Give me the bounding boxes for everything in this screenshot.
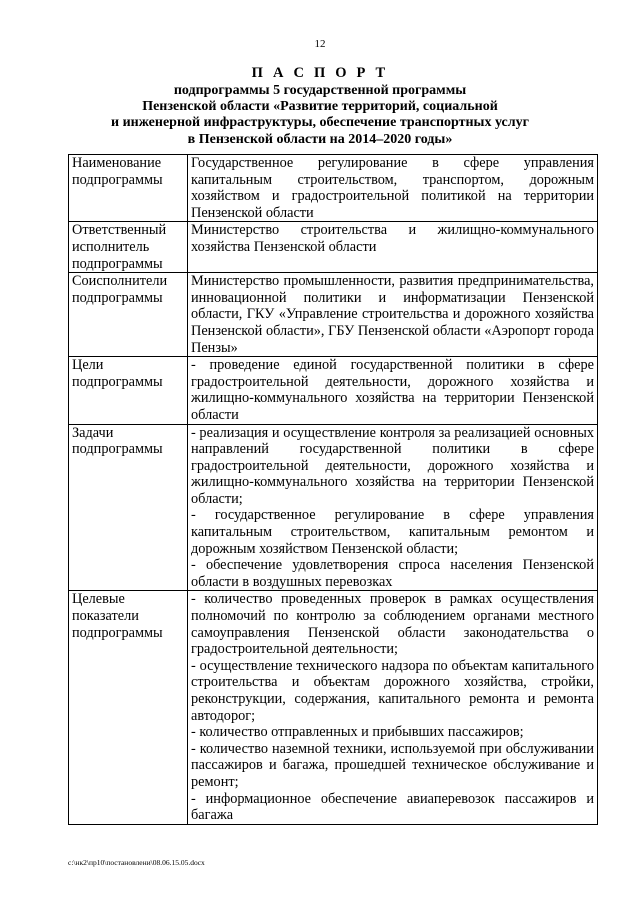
row-label: Наименование подпрограммы: [69, 155, 188, 222]
table-row: [69, 273, 598, 357]
row-label: Соисполнители подпрограммы: [69, 273, 188, 357]
row-value: [188, 591, 598, 824]
table-row: [69, 424, 598, 591]
value-paragraph: Министерство строительства и жилищно-коммунального хозяйства Пензенской области: [191, 222, 594, 255]
table-row: [69, 591, 598, 824]
row-value: [188, 357, 598, 424]
value-paragraph: - реализация и осуществление контроля за реализацией основных направлений государственной политики в сфере градостроительной деятельности, дорожного хозяйства и жилищно-коммунального хозяйства на территории Пензенской области;: [191, 424, 594, 507]
row-label: Задачи подпрограммы: [69, 424, 188, 591]
document-title: [40, 63, 600, 148]
value-paragraph: - информационное обеспечение авиаперевозок пассажиров и багажа: [191, 790, 594, 824]
row-label: Цели подпрограммы: [69, 357, 188, 424]
value-paragraph: - количество отправленных и прибывших пассажиров;: [191, 724, 524, 741]
row-label: Целевые показатели подпрограммы: [69, 591, 188, 824]
row-value: [188, 155, 598, 222]
value-paragraph: - государственное регулирование в сфере управления капитальным строительством, капитальным ремонтом и дорожным хозяйством Пензенской области;: [191, 507, 594, 557]
subtitle-line: и инженерной инфраструктуры, обеспечение транспортных услуг: [111, 115, 529, 131]
footer-file-path: c:\нк2\пр10\постановлени\08.06.15.05.docx: [68, 858, 205, 867]
passport-table: [68, 154, 598, 825]
subtitle-line: Пензенской области «Развитие территорий, социальной: [142, 99, 498, 115]
row-value: [188, 222, 598, 273]
row-value: [188, 273, 598, 357]
row-value: [188, 424, 598, 591]
value-paragraph: Государственное регулирование в сфере управления капитальным строительством, транспортом, дорожным хозяйством и градостроительной политикой на территории Пензенской области: [191, 155, 594, 221]
row-label: Ответственный исполнитель подпрограммы: [69, 222, 188, 273]
page-number: 12: [314, 38, 326, 50]
table-row: [69, 357, 598, 424]
value-paragraph: Министерство промышленности, развития предпринимательства, инновационной политики и информатизации Пензенской области, ГКУ «Управление строительства и дорожного хозяйства Пензенской области», ГБУ Пензенской области «Аэропорт города Пензы»: [191, 273, 594, 356]
subtitle-line: подпрограммы 5 государственной программы: [173, 83, 467, 98]
value-paragraph: - количество проведенных проверок в рамках осуществления полномочий по контролю за соблюдением органами местного самоуправления Пензенской области законодательства о градостроительной деятельности;: [191, 591, 594, 658]
value-paragraph: - обеспечение удовлетворения спроса населения Пензенской области в воздушных перевозках: [191, 557, 594, 590]
value-paragraph: - проведение единой государственной политики в сфере градостроительной деятельности, дорожного хозяйства и жилищно-коммунального хозяйства на территории Пензенской области: [191, 357, 594, 423]
table-row: [69, 222, 598, 273]
value-paragraph: - количество наземной техники, используемой при обслуживании пассажиров и багажа, прошедшей техническое обслуживание и ремонт;: [191, 740, 594, 790]
table-row: [69, 155, 598, 222]
passport-heading: П А С П О Р Т: [251, 65, 389, 81]
value-paragraph: - осуществление технического надзора по объектам капитального строительства и объектам дорожного хозяйства, стройки, реконструкции, содержания, капитального ремонта и ремонта автодорог;: [191, 657, 594, 724]
subtitle-line: в Пензенской области на 2014–2020 годы»: [187, 131, 453, 147]
